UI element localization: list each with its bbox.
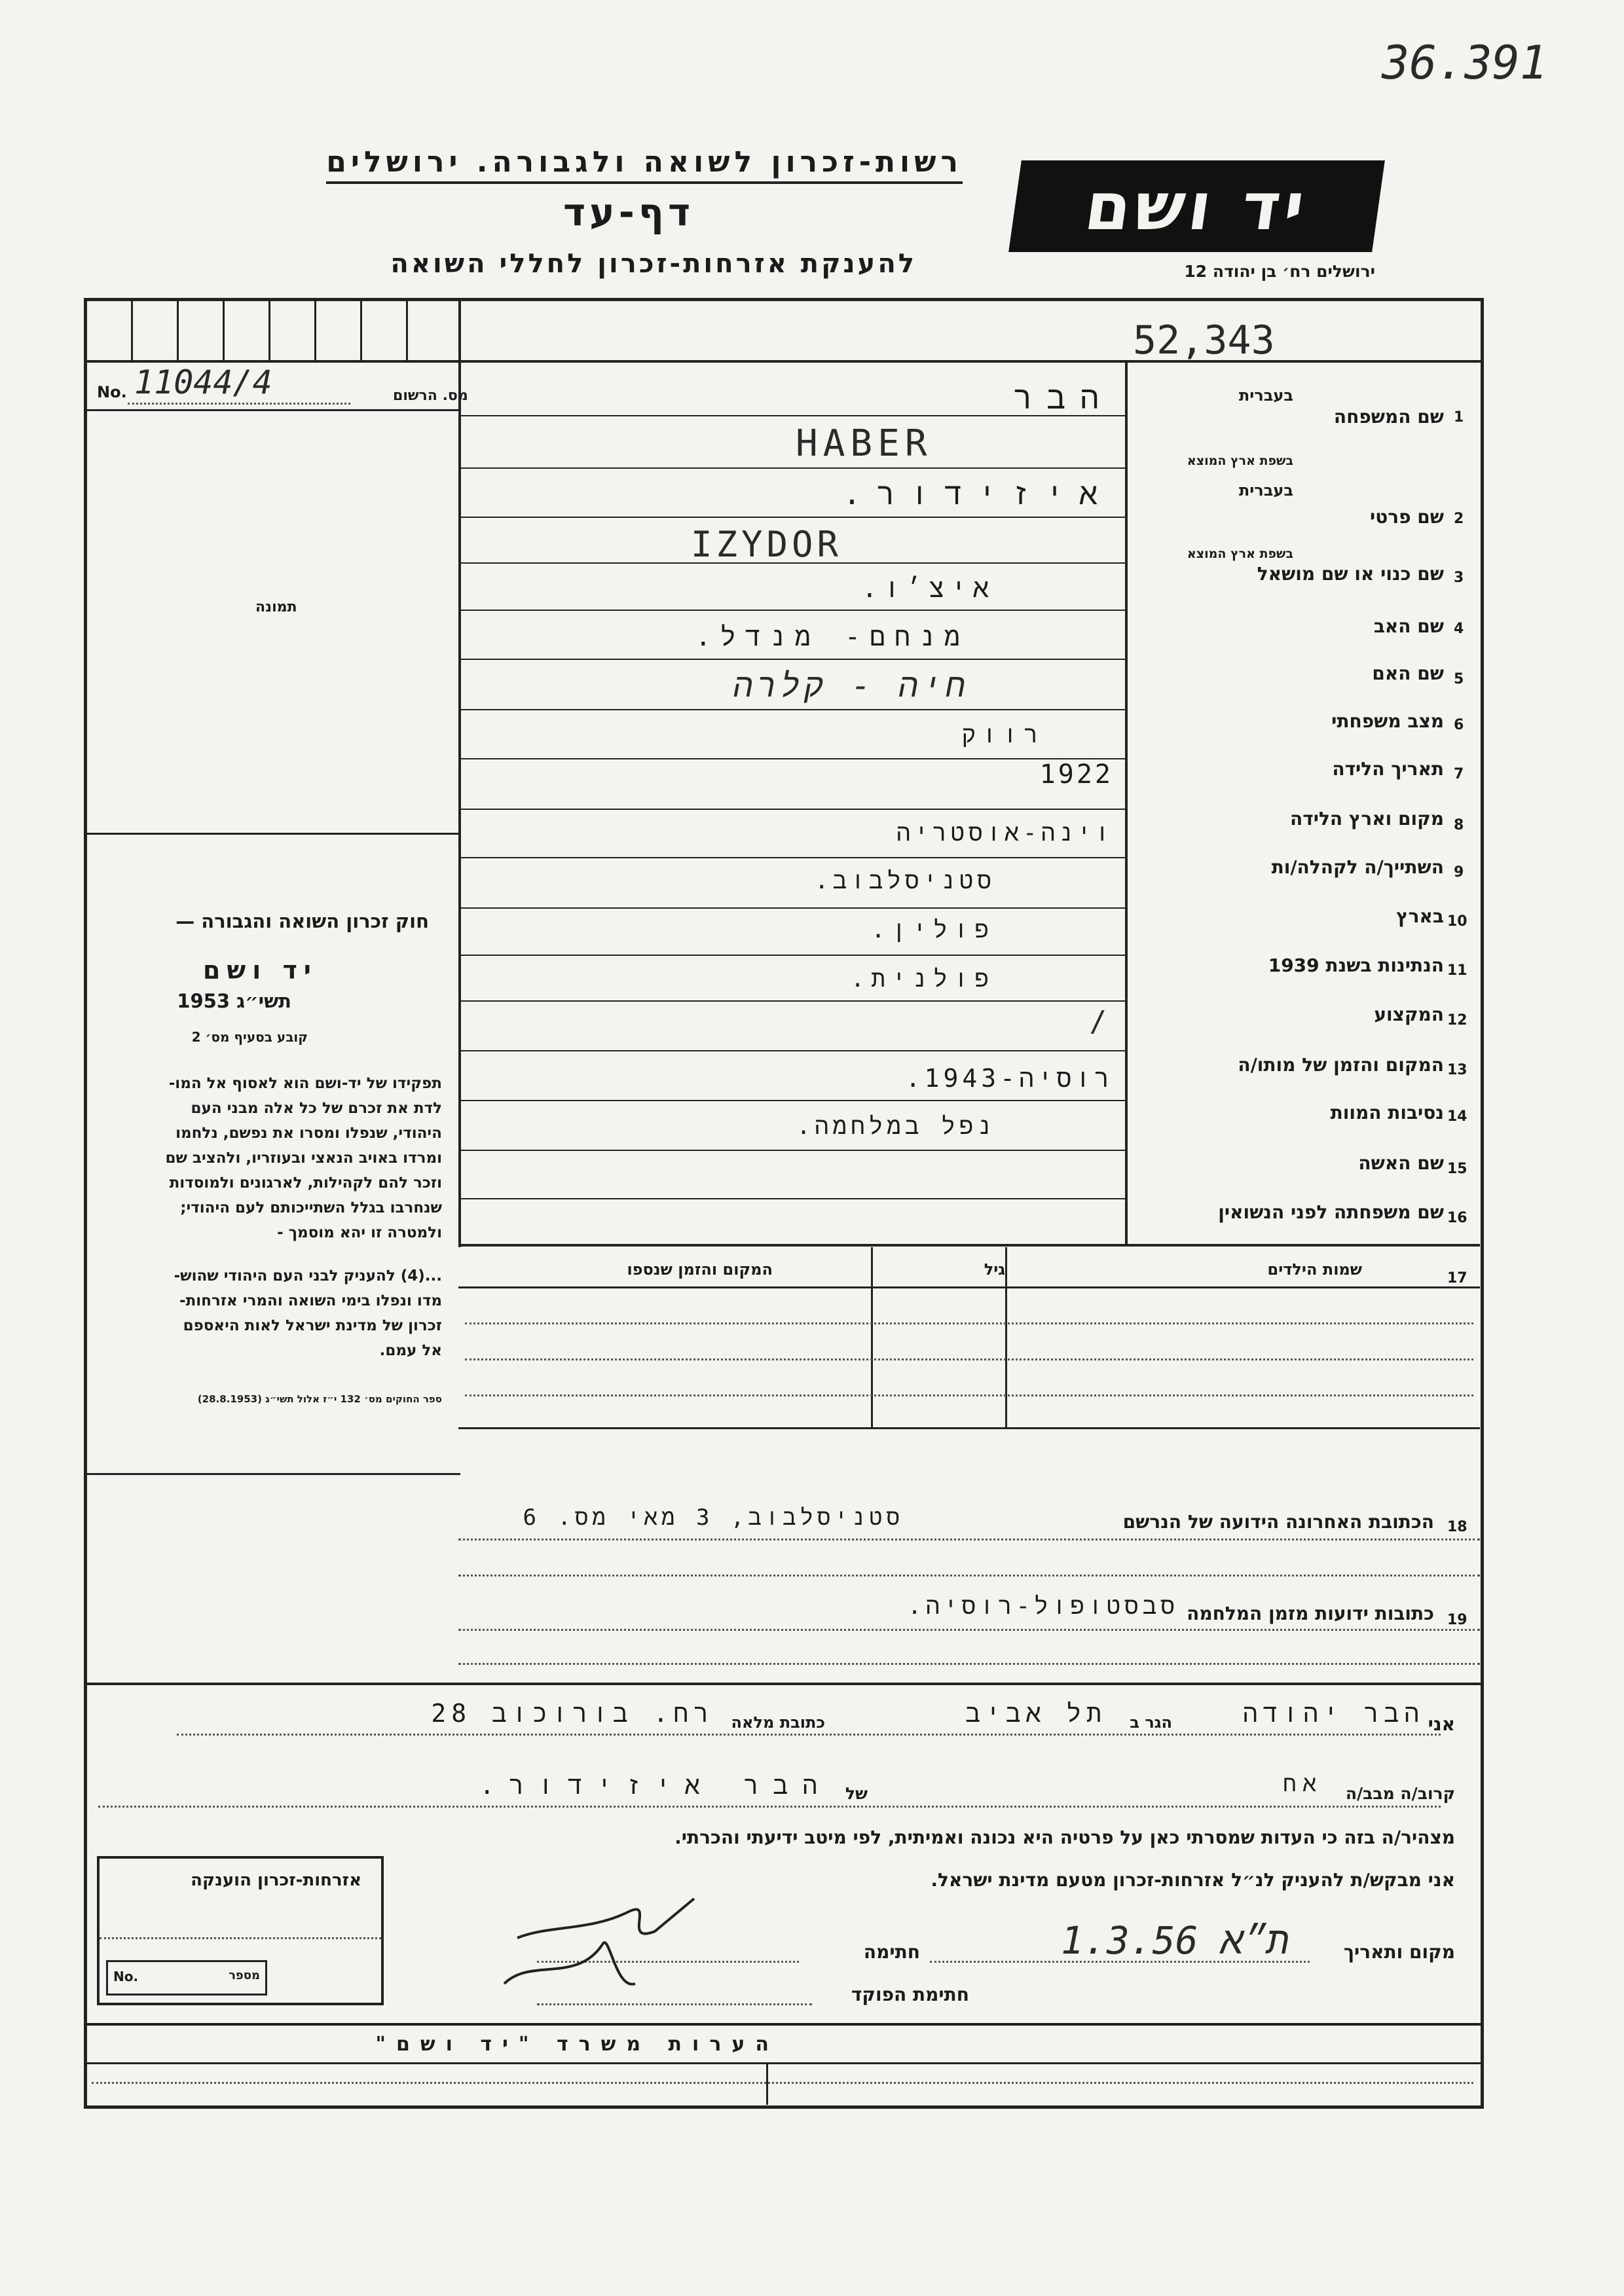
field-5-number: 5 xyxy=(1454,671,1464,687)
decl-signature-label: חתימה xyxy=(863,1941,920,1963)
field-14-number: 14 xyxy=(1447,1108,1467,1125)
registration-no-value: 11044/4 xyxy=(134,363,272,401)
law-year: תשי״ג 1953 xyxy=(177,990,291,1012)
registration-no-label: No. xyxy=(97,383,127,401)
field-8-label: מקום וארץ הלידה xyxy=(1290,808,1444,829)
field-9-number: 9 xyxy=(1454,864,1464,881)
law-clause: קובע בסעיף מס׳ 2 xyxy=(191,1029,308,1045)
decl-address-label: כתובת מלאה xyxy=(731,1713,825,1732)
address-18-number: 18 xyxy=(1447,1519,1467,1535)
field-12-value: / xyxy=(1089,1005,1113,1038)
field-4-label: שם האב xyxy=(1373,615,1444,637)
citizenship-title: אזרחות-זכרון הוענקה xyxy=(191,1870,361,1890)
law-body-3: היהודי, שנפלו ומסרו את נפשם, נלחמו xyxy=(175,1125,442,1142)
field-5-label: שם האם xyxy=(1372,663,1444,684)
field-7-number: 7 xyxy=(1454,766,1464,782)
signature-mark xyxy=(498,1886,773,2003)
signature-stroke-1 xyxy=(517,1899,694,1938)
form-title: דף-עד xyxy=(563,190,695,234)
decl-statement-2: אני מבקש/ת להעניק לנ״ל אזרחות-זכרון מטעם מדינת ישראל. xyxy=(931,1869,1455,1891)
field-13-number: 13 xyxy=(1447,1062,1467,1078)
decl-officer-label: חתימת הפוקד xyxy=(851,1984,969,2005)
photo-label: תמונה xyxy=(255,599,297,615)
decl-relation-label: קרוב/ה מבב/ה xyxy=(1345,1784,1455,1803)
field-3-label: שם כנוי או שם מושאל xyxy=(1257,563,1444,585)
field-11-value: פולנית. xyxy=(850,966,995,993)
field-2-sub-hebrew: בעברית xyxy=(1238,481,1293,500)
field-13-label: המקום והזמן של מותו/ה xyxy=(1238,1054,1444,1076)
field-4-number: 4 xyxy=(1454,621,1464,637)
field-9-value: סטניסלבוב. xyxy=(814,867,995,894)
children-header-names: שמות הילדים xyxy=(1267,1260,1362,1279)
field-10-value: פולין. xyxy=(871,917,995,943)
law-body-6: שנחרבו בגלל השתייכותם לעם היהודי; xyxy=(180,1199,442,1216)
field-2-number: 2 xyxy=(1454,511,1464,527)
field-11-label: הנתינות בשנת 1939 xyxy=(1268,955,1444,976)
field-12-number: 12 xyxy=(1447,1012,1467,1029)
law-body-9: מדו ונפלו בימי השואה והמרי אזרחות- xyxy=(179,1292,442,1309)
field-7-value: 1922 xyxy=(1039,759,1113,790)
decl-place-date-label: מקום ותאריך xyxy=(1343,1941,1455,1963)
address-19-number: 19 xyxy=(1447,1612,1467,1628)
citizenship-number-label: מספר xyxy=(229,1969,260,1982)
address-18-value: סטניסלבוב, 3 מאי מס. 6 xyxy=(523,1504,904,1531)
notes-title: הערות משרד "יד ושם" xyxy=(375,2033,779,2056)
decl-resides-label: הגר ב xyxy=(1130,1713,1172,1732)
authority-title: רשות-זכרון לשואה ולגבורה. ירושלים xyxy=(326,145,963,184)
field-13-value: רוסיה-1943. xyxy=(905,1064,1113,1093)
archive-stamp-number: 36.391 xyxy=(1382,36,1547,90)
field-6-number: 6 xyxy=(1454,717,1464,733)
law-body-10: זכרון של מדינת ישראל לאות היאספם xyxy=(183,1317,442,1334)
field-12-label: המקצוע xyxy=(1374,1004,1444,1025)
decl-relation-value: אח xyxy=(1283,1771,1323,1797)
decl-address-value: רח. בורוכוב 28 xyxy=(431,1699,714,1728)
field-15-number: 15 xyxy=(1447,1161,1467,1177)
field-1-sub-origin: בשפת ארץ המוצא xyxy=(1187,454,1293,468)
decl-of-value: הבר איזידור. xyxy=(479,1771,832,1800)
law-body-4: ומרדו באויב הנאצי ובעוזריו, ולהציב שם xyxy=(165,1150,442,1167)
field-3-number: 3 xyxy=(1454,570,1464,586)
field-2-label: שם פרטי xyxy=(1369,506,1444,528)
header-address: ירושלים רח׳ בן יהודה 12 xyxy=(1184,262,1375,281)
field-1-sub-hebrew: בעברית xyxy=(1238,386,1293,405)
decl-place-date-value: 1.3.56 ת״א xyxy=(1061,1918,1289,1963)
file-number: 52,343 xyxy=(1133,318,1275,363)
form-subtitle: להענקת אזרחות-זכרון לחללי השואה xyxy=(390,249,917,279)
law-body-2: לדת את זכרם של כל אלה מבני העם xyxy=(191,1100,442,1117)
citizenship-box xyxy=(97,1856,384,2005)
law-footer: ספר החוקים מס׳ 132 י״ז אלול תשי״ג (28.8.1953) xyxy=(197,1393,442,1405)
field-4-value: מנחם- מנדל. xyxy=(695,622,969,652)
field-10-label: בארץ xyxy=(1396,905,1444,927)
field-2-value-hebrew: איזידור. xyxy=(843,476,1113,511)
law-body-7: ולמטרה זו יהא מוסמך - xyxy=(277,1224,442,1241)
signature-stroke-2 xyxy=(504,1942,635,1984)
field-14-value: נפל במלחמה. xyxy=(796,1113,995,1140)
decl-of-label: של xyxy=(845,1784,868,1803)
law-body-5: וזכר להם לקהילות, לארגונים ולמוסדות xyxy=(169,1175,442,1192)
address-19-label: כתובות ידועות מזמן המלחמה xyxy=(1187,1603,1434,1624)
field-1-value-hebrew: הבר xyxy=(1013,380,1113,416)
field-2-sub-origin: בשפת ארץ המוצא xyxy=(1187,547,1293,561)
field-6-label: מצב משפחתי xyxy=(1331,710,1444,732)
field-1-value-latin: HABER xyxy=(796,422,932,465)
address-18-label: הכתובת האחרונה הידועה של הנרשם xyxy=(1122,1511,1434,1533)
field-11-number: 11 xyxy=(1447,962,1467,979)
decl-statement-1: מצהיר/ה בזה כי העדות שמסרתי כאן על פרטיה היא נכונה ואמיתית, לפי מיטב ידיעתי והכרתי. xyxy=(674,1827,1455,1848)
children-header-age: גיל xyxy=(984,1260,1005,1279)
law-title: חוק זכרון השואה והגבורה — xyxy=(175,910,429,932)
field-2-value-latin: IZYDOR xyxy=(691,524,843,565)
field-6-value: רווק xyxy=(961,721,1044,748)
law-name: יד ושם xyxy=(202,956,318,985)
logo-text: יד ושם xyxy=(1080,168,1314,245)
field-9-label: השתייך/ה לקהלה/ות xyxy=(1271,856,1444,878)
address-19-value: סבסטופול-רוסיה. xyxy=(907,1593,1179,1620)
field-15-label: שם האשה xyxy=(1358,1152,1444,1174)
children-header-place-time: המקום והזמן שנספו xyxy=(627,1260,773,1279)
yad-vashem-logo xyxy=(1008,160,1385,252)
law-body-8: ...(4) להעניק לבני העם היהודי שהוש- xyxy=(174,1267,442,1285)
decl-i-label: אני xyxy=(1428,1713,1455,1735)
citizenship-no-label: No. xyxy=(113,1969,139,1984)
law-body-1: תפקידו של יד-ושם הוא לאסוף אל המו- xyxy=(168,1075,442,1092)
children-table-number: 17 xyxy=(1447,1270,1467,1286)
field-10-number: 10 xyxy=(1447,913,1467,930)
registration-label: מס. הרשום xyxy=(393,388,468,404)
field-16-label: שם משפחתה לפני הנשואין xyxy=(1218,1201,1444,1223)
decl-i-value: הבר יהודה xyxy=(1242,1699,1424,1728)
field-16-number: 16 xyxy=(1447,1210,1467,1226)
field-3-value: איצ׳ו. xyxy=(861,574,995,604)
field-5-value: חיה - קלרה xyxy=(733,666,969,704)
field-8-number: 8 xyxy=(1454,817,1464,833)
field-8-value: וינה-אוסטריה xyxy=(896,820,1113,847)
law-body-11: אל עמם. xyxy=(379,1342,442,1359)
field-1-label: שם המשפחה xyxy=(1333,406,1444,428)
decl-resides-value: תל אביב xyxy=(965,1699,1107,1728)
field-7-label: תאריך הלידה xyxy=(1332,758,1444,780)
field-14-label: נסיבות המוות xyxy=(1330,1102,1444,1123)
field-1-number: 1 xyxy=(1454,409,1464,426)
